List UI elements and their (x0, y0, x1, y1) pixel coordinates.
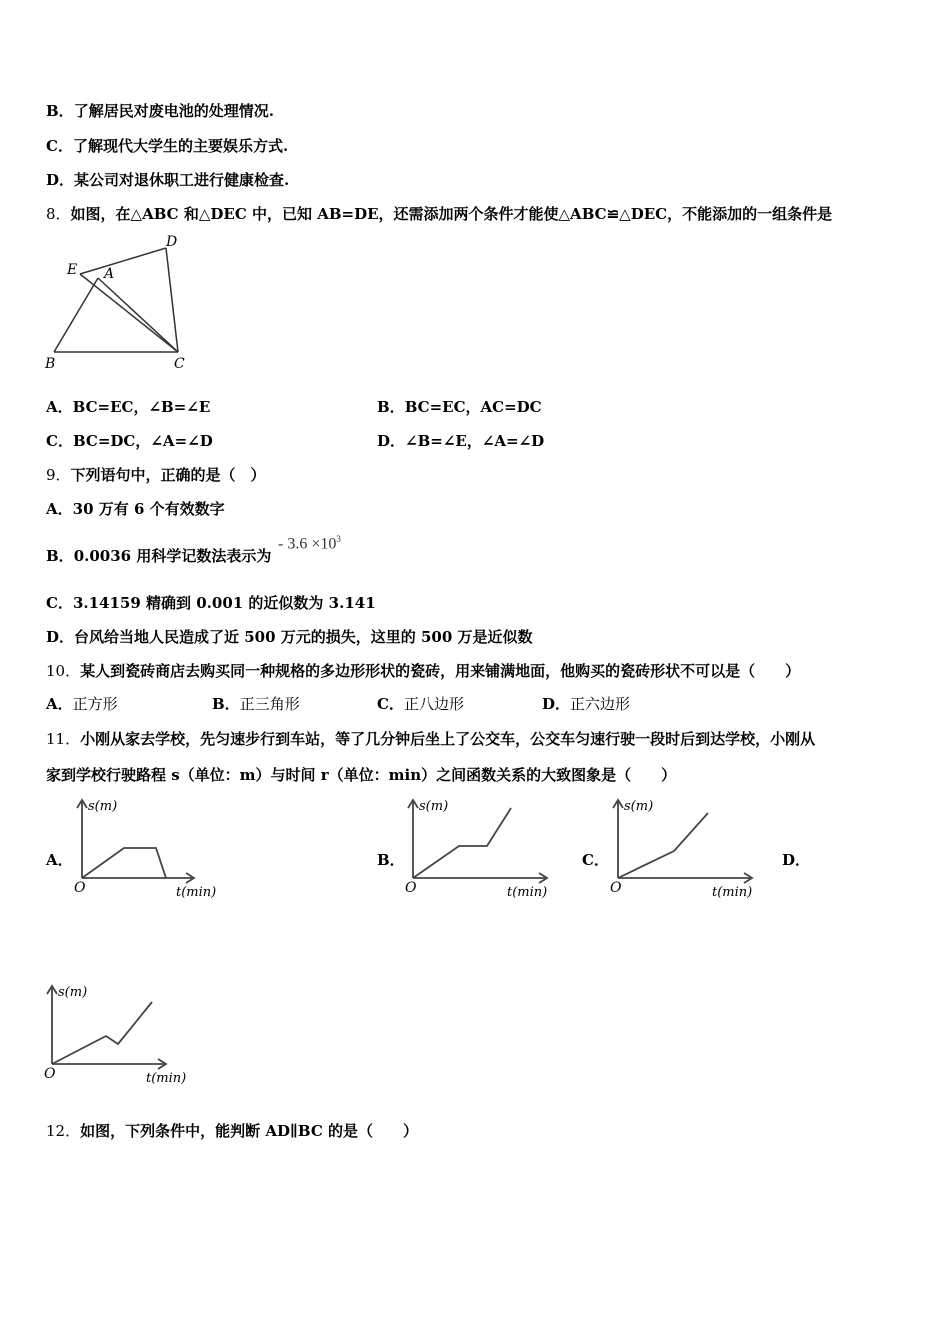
svg-text:O: O (405, 880, 417, 896)
q8-option-d: D．∠B=∠E，∠A=∠D (377, 432, 545, 450)
q11-graph-d (42, 982, 202, 1092)
q11-stem-line2: 家到学校行驶路程 s（单位：m）与时间 r（单位：min）之间函数关系的大致图象是（ ） (46, 766, 677, 784)
q9-option-b: B．0.0036 用科学记数法表示为 (46, 547, 272, 565)
q8-option-a: A．BC=EC，∠B=∠E (46, 398, 211, 416)
svg-text:s(m): s(m) (624, 799, 654, 814)
svg-text:t(min): t(min) (176, 885, 217, 900)
label-b: B (45, 356, 56, 372)
label-a: A (104, 266, 115, 282)
svg-text:t(min): t(min) (507, 885, 548, 900)
label-d: D (166, 234, 178, 250)
svg-text:O: O (74, 880, 86, 896)
label-e: E (67, 262, 78, 278)
q10-option-c: C．正八边形 (377, 695, 464, 713)
q9-sci-notation: - $3.6 \times 10^3$ (278, 534, 341, 553)
q10-stem: 10．某人到瓷砖商店去购买同一种规格的多边形形状的瓷砖，用来铺满地面，他购买的瓷砖形状不可以是（ ） (46, 662, 801, 680)
q9-stem: 9．下列语句中，正确的是（ ） (46, 466, 266, 484)
q7-option-d: D．某公司对退休职工进行健康检查. (46, 171, 290, 189)
svg-text:s(m): s(m) (88, 799, 118, 814)
q11-graph-b (403, 796, 563, 906)
q11-stem-line1: 11．小刚从家去学校，先匀速步行到车站，等了几分钟后坐上了公交车，公交车匀速行驶一段时后到达学校，小刚从 (46, 730, 816, 748)
q11-graph-c (608, 796, 768, 906)
q9-option-c: C．3.14159 精确到 0.001 的近似数为 3.141 (46, 594, 376, 612)
q8-stem: 8．如图，在△ABC 和△DEC 中，已知 AB=DE，还需添加两个条件才能使△ABC≌△DEC，不能添加的一组条件是 (46, 205, 833, 223)
q9-option-a: A．30 万有 6 个有效数字 (46, 500, 225, 518)
svg-text:t(min): t(min) (712, 885, 753, 900)
q8-option-b: B．BC=EC，AC=DC (377, 398, 542, 416)
svg-text:s(m): s(m) (419, 799, 449, 814)
q10-option-d: D．正六边形 (542, 695, 631, 713)
q11-option-d-letter: D． (782, 851, 811, 869)
label-c: C (174, 356, 185, 372)
q8-triangle-figure (40, 228, 200, 378)
q7-option-c: C．了解现代大学生的主要娱乐方式. (46, 137, 289, 155)
svg-text:O: O (44, 1066, 56, 1082)
q12-stem: 12．如图，下列条件中，能判断 AD∥BC 的是（ ） (46, 1122, 419, 1140)
q11-option-a-letter: A． (46, 851, 73, 869)
q11-graph-a (72, 796, 232, 906)
q11-option-c-letter: C． (582, 851, 609, 869)
q11-option-b-letter: B． (377, 851, 405, 869)
q10-option-a: A．正方形 (46, 695, 118, 713)
q8-option-c: C．BC=DC，∠A=∠D (46, 432, 213, 450)
svg-text:t(min): t(min) (146, 1071, 187, 1086)
svg-text:s(m): s(m) (58, 985, 88, 1000)
svg-text:O: O (610, 880, 622, 896)
q9-option-d: D．台风给当地人民造成了近 500 万元的损失，这里的 500 万是近似数 (46, 628, 533, 646)
q10-option-b: B．正三角形 (212, 695, 300, 713)
q7-option-b: B．了解居民对废电池的处理情况. (46, 102, 274, 120)
